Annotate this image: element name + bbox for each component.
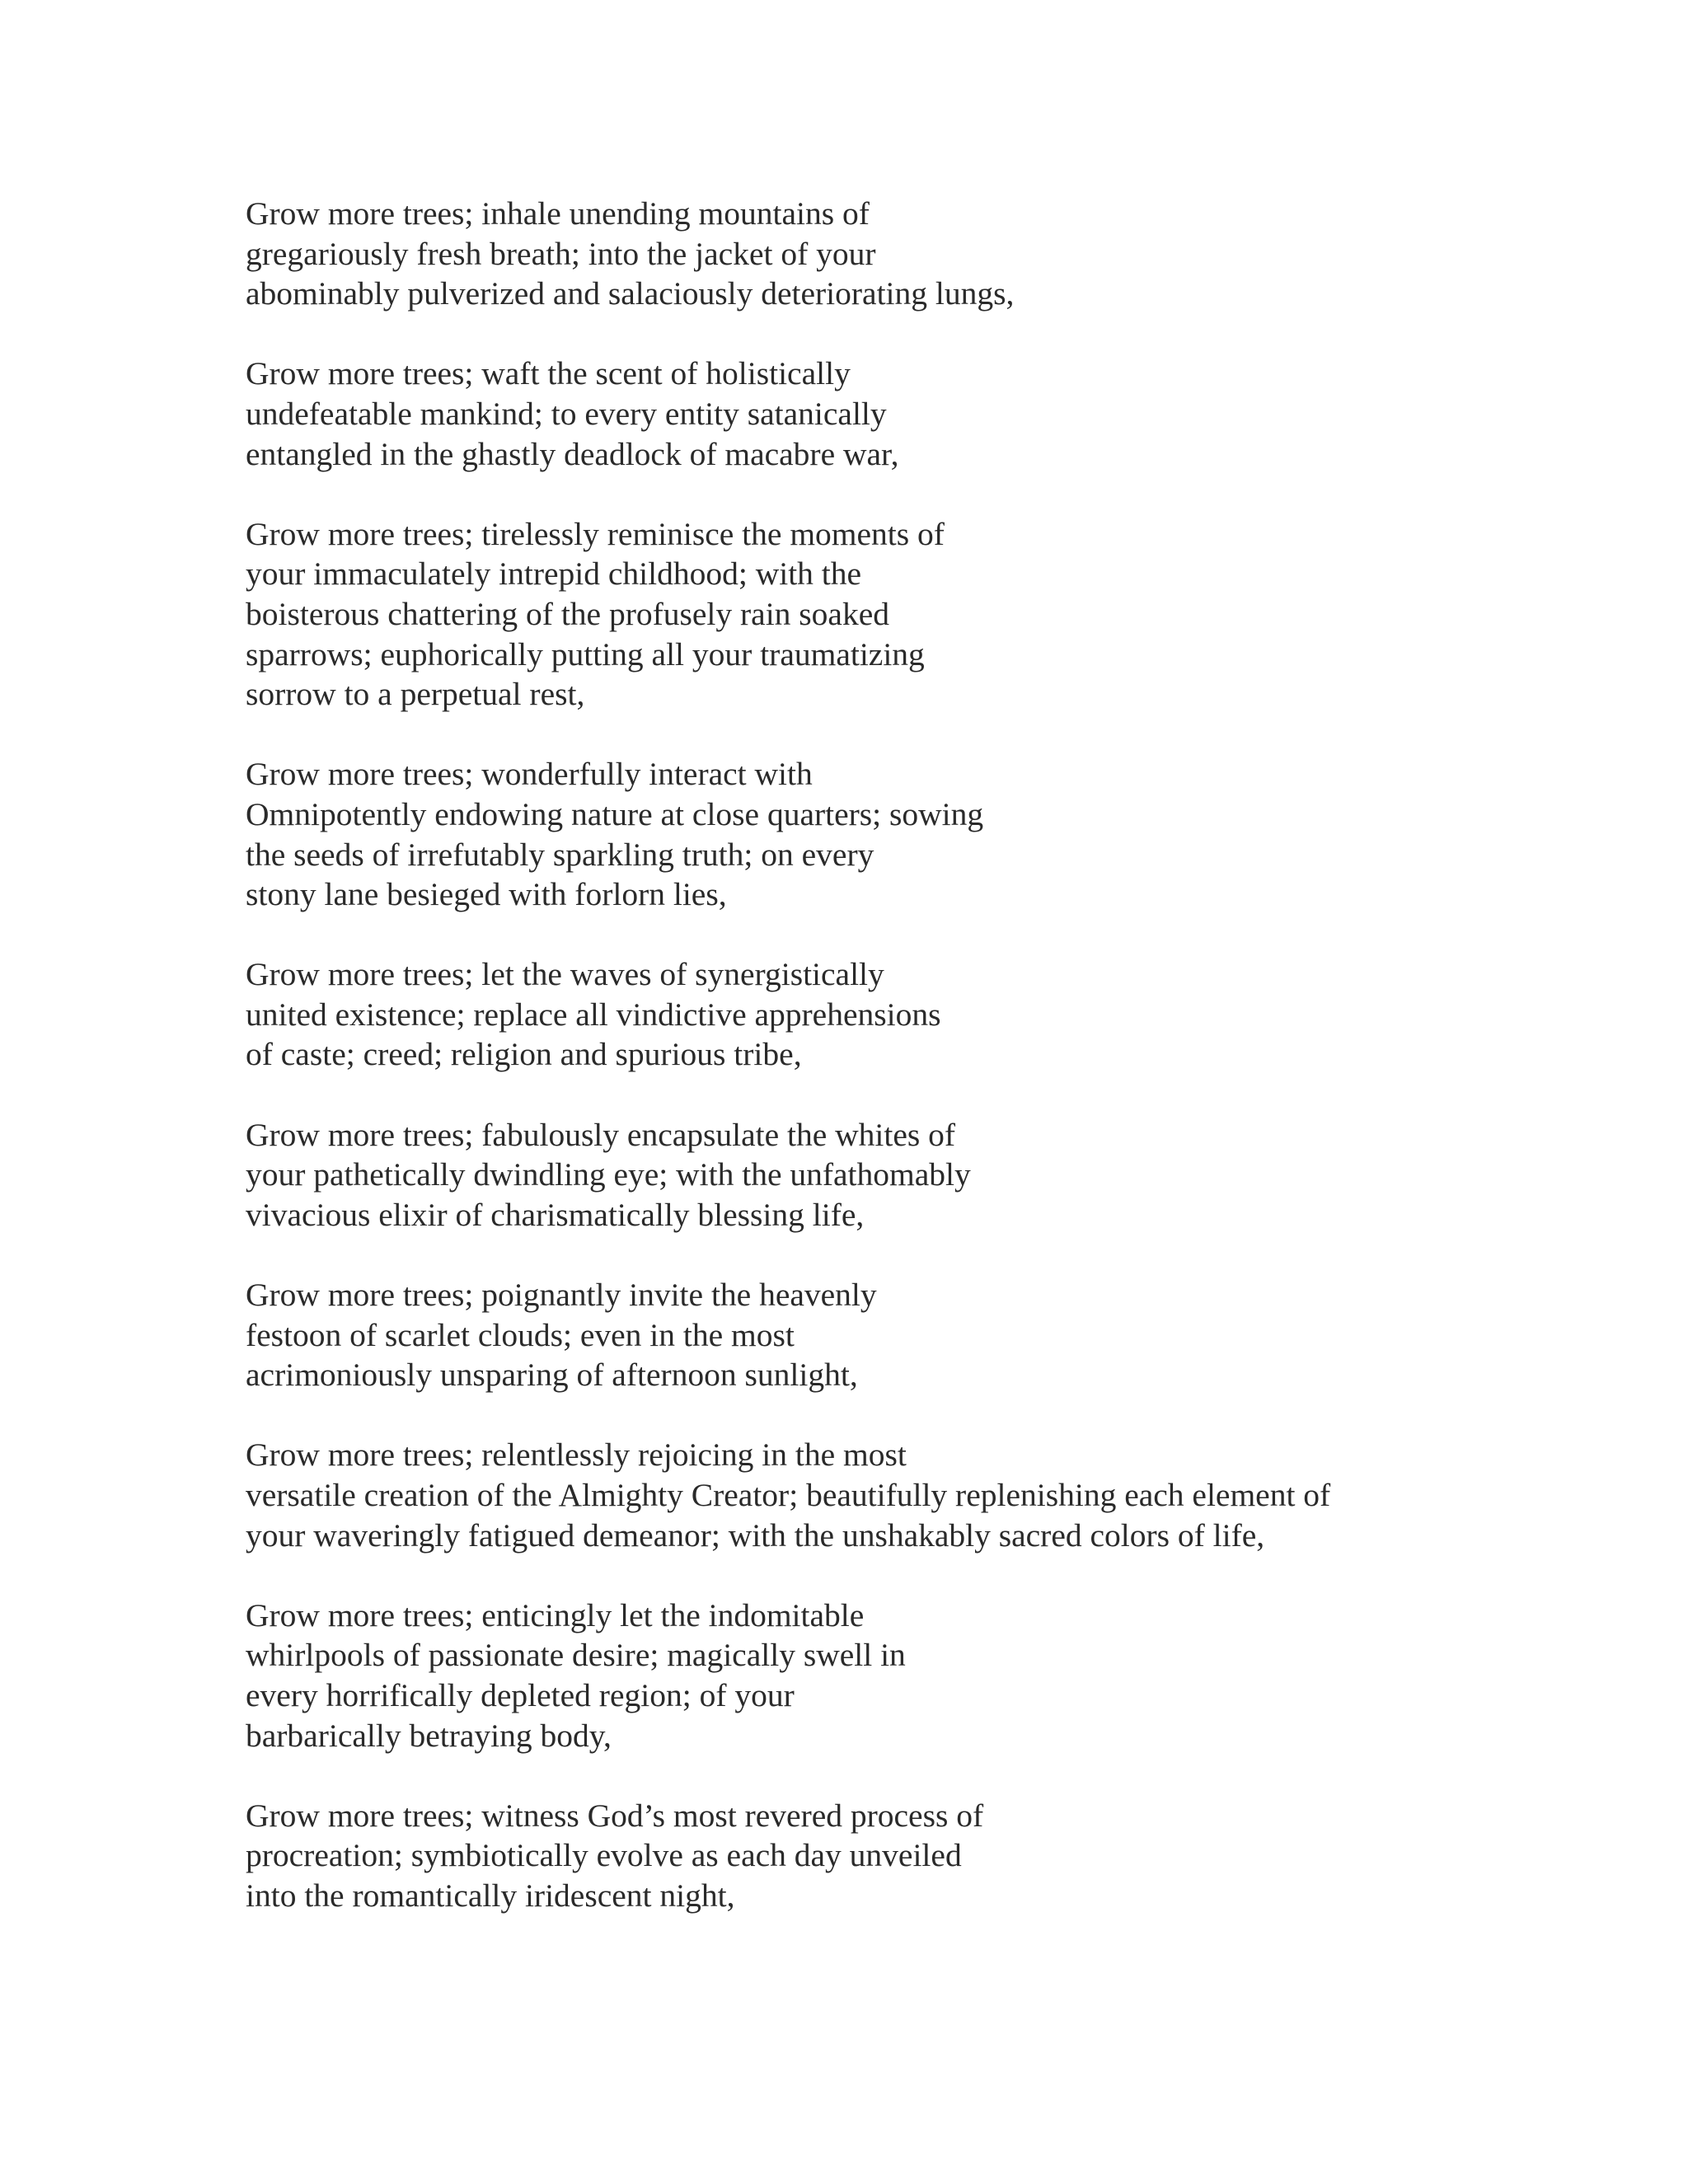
stanza-10 [246,1796,1647,1916]
poem-line: versatile creation of the Almighty Creator; beautifully replenishing each element of [246,1477,1331,1513]
poem-line: your immaculately intrepid childhood; with the [246,555,862,593]
poem-line: barbarically betraying body, [246,1717,612,1754]
stanza-9 [246,1596,1647,1755]
poem-line: Grow more trees; waft the scent of holistically [246,355,851,392]
stanza-8 [246,1435,1647,1555]
poem-line: abominably pulverized and salaciously deteriorating lungs, [246,275,1015,312]
stanza-4 [246,754,1647,914]
stanza-2 [246,354,1647,474]
poem-line: Grow more trees; relentlessly rejoicing in the most [246,1436,907,1474]
poem-line: Grow more trees; wonderfully interact with [246,756,813,793]
poem-line: vivacious elixir of charismatically blessing life, [246,1196,865,1233]
poem-line: whirlpools of passionate desire; magically swell in [246,1637,906,1674]
poem-line: sparrows; euphorically putting all your traumatizing [246,635,925,673]
poem-line: your pathetically dwindling eye; with the unfathomably [246,1156,971,1193]
stanza-1 [246,194,1647,314]
poem-line: Grow more trees; let the waves of synergistically [246,956,884,993]
poem-line: Grow more trees; fabulously encapsulate the whites of [246,1116,956,1153]
poem-line: gregariously fresh breath; into the jacket of your [246,235,876,272]
poem-line: entangled in the ghastly deadlock of macabre war, [246,435,899,472]
poem-line: Omnipotently endowing nature at close quarters; sowing [246,795,984,832]
poem-line: Grow more trees; tirelessly reminisce the moments of [246,515,945,552]
poem-line: Grow more trees; inhale unending mountains of [246,195,870,232]
poem-line: every horrifically depleted region; of your [246,1676,795,1713]
poem-line: into the romantically iridescent night, [246,1877,735,1914]
poem-line: boisterous chattering of the profusely rain soaked [246,595,889,632]
poem-line: festoon of scarlet clouds; even in the most [246,1316,795,1353]
poem-line: stony lane besieged with forlorn lies, [246,876,727,913]
stanza-3 [246,514,1647,715]
poem-line: Grow more trees; poignantly invite the heavenly [246,1277,877,1314]
poem-line: procreation; symbiotically evolve as each day unveiled [246,1837,962,1874]
poem-line: undefeatable mankind; to every entity satanically [246,395,887,432]
poem-line: of caste; creed; religion and spurious tribe, [246,1036,802,1073]
stanza-5 [246,954,1647,1075]
poem-line: Grow more trees; enticingly let the indomitable [246,1596,865,1633]
poem-line: acrimoniously unsparing of afternoon sunlight, [246,1357,858,1394]
stanza-6 [246,1115,1647,1235]
poem-line: sorrow to a perpetual rest, [246,676,585,713]
poem-line: your waveringly fatigued demeanor; with the unshakably sacred colors of life, [246,1516,1265,1554]
poem-line: Grow more trees; witness God’s most revered process of [246,1797,984,1834]
stanza-7 [246,1275,1647,1395]
poem-line: united existence; replace all vindictive apprehensions [246,996,941,1033]
poem-line: the seeds of irrefutably sparkling truth; on every [246,836,874,873]
poem-body [246,194,1647,1956]
